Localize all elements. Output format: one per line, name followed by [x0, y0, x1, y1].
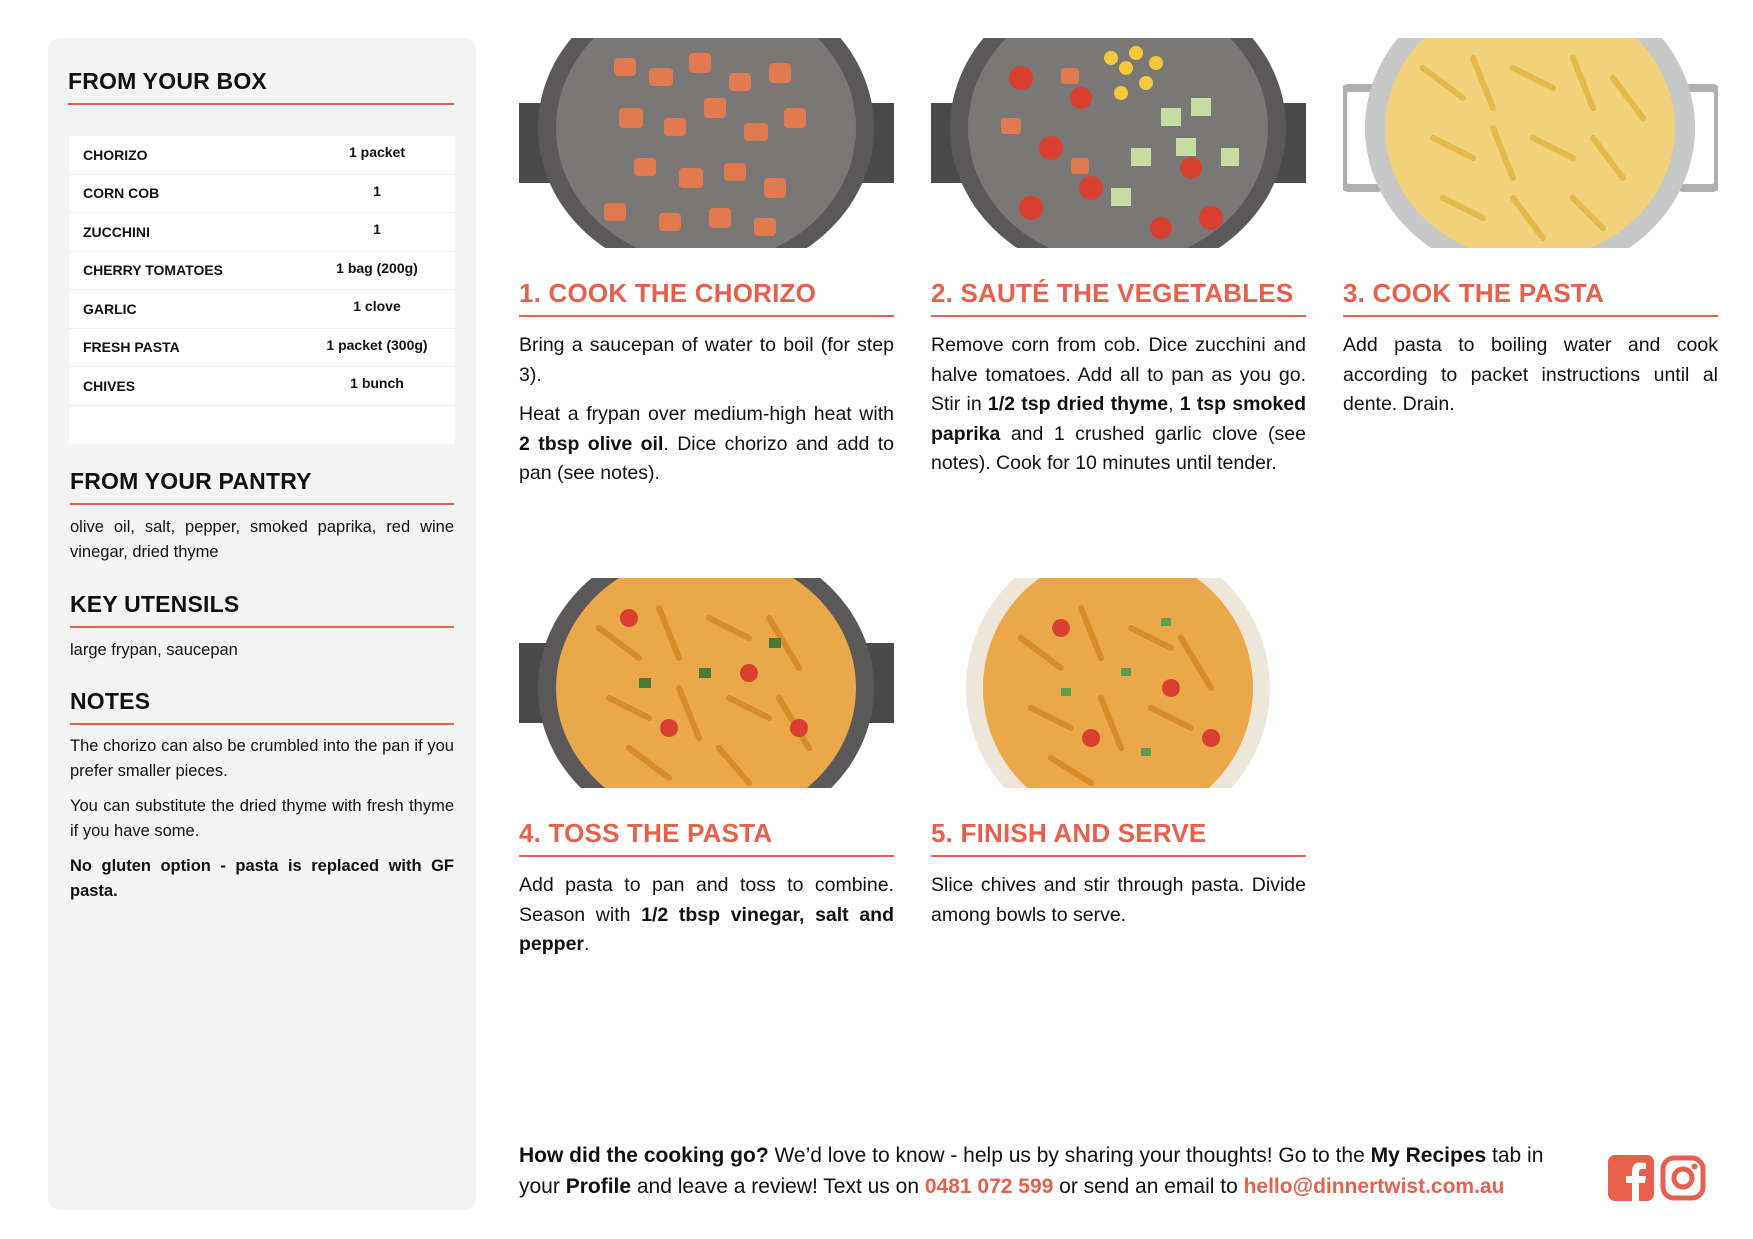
my-recipes-label: My Recipes: [1370, 1144, 1487, 1167]
step-1: [519, 38, 894, 499]
feedback-question: How did the cooking go?: [519, 1144, 769, 1167]
ingredient-qty: 1 clove: [353, 298, 401, 315]
step-instructions: [1343, 331, 1718, 420]
step-instructions: [519, 331, 894, 489]
note: No gluten option - pasta is replaced with GF pasta.: [70, 857, 454, 900]
ingredient-name: GARLIC: [83, 300, 137, 317]
pantry-text: olive oil, salt, pepper, smoked paprika, red wine vinegar, dried thyme: [70, 518, 454, 561]
step-paragraph: Remove corn from cob. Dice zucchini and halve tomatoes. Add all to pan as you go. Stir in 1/2 tsp dried thyme, 1 tsp smoked paprika and 1 crushed garlic clove (see notes). Cook for 10 minutes until tender.: [931, 334, 1306, 474]
step-4: [519, 578, 894, 970]
pasta-tossed-in-pan-image: [519, 578, 894, 788]
vegetables-in-pan-image: [931, 38, 1306, 248]
step-instructions: [519, 871, 894, 960]
pasta-in-colander-image: [1343, 38, 1718, 248]
ingredient-row: [69, 329, 455, 368]
ingredient-name: CHERRY TOMATOES: [83, 262, 224, 279]
ingredient-qty: 1 packet (300g): [326, 336, 428, 353]
pasta-in-bowl-image: [931, 578, 1306, 788]
ingredient-row: [69, 367, 455, 406]
ingredient-name: FRESH PASTA: [83, 339, 180, 356]
ingredient-name: CHORIZO: [83, 146, 148, 163]
from-your-pantry-heading: FROM YOUR PANTRY: [70, 468, 454, 505]
ingredient-row: [69, 175, 455, 214]
step-title: 3. COOK THE PASTA: [1343, 278, 1718, 317]
notes-heading: NOTES: [70, 688, 454, 725]
step-instructions: [931, 331, 1306, 479]
ingredient-row: [69, 290, 455, 329]
ingredient-row: [69, 252, 455, 291]
ingredient-qty: 1: [373, 221, 381, 238]
phone-number-link[interactable]: 0481 072 599: [924, 1175, 1054, 1198]
utensils-text: large frypan, saucepan: [70, 641, 238, 659]
step-2: [931, 38, 1306, 489]
step-title: 5. FINISH AND SERVE: [931, 818, 1306, 857]
ingredient-qty: 1 packet: [348, 144, 406, 161]
step-title: 2. SAUTÉ THE VEGETABLES: [931, 278, 1306, 317]
key-utensils-heading: KEY UTENSILS: [70, 591, 454, 628]
step-title: 4. TOSS THE PASTA: [519, 818, 894, 857]
ingredient-qty: 1 bunch: [350, 375, 404, 392]
step-5: [931, 578, 1306, 940]
chorizo-in-pan-image: [519, 38, 894, 248]
step-paragraph: Add pasta to pan and toss to combine. Season with 1/2 tbsp vinegar, salt and pepper.: [519, 874, 894, 955]
ingredient-name: ZUCCHINI: [83, 223, 150, 240]
step-paragraph: Bring a saucepan of water to boil (for step 3).: [519, 334, 894, 386]
step-paragraph: Heat a frypan over medium-high heat with 2 tbsp olive oil. Dice chorizo and add to pan (see notes).: [519, 403, 894, 484]
notes-text: [70, 734, 454, 914]
feedback-footer: How did the cooking go? We’d love to know - help us by sharing your thoughts! Go to the My Recipes tab in your Profile and leave a review! Text us on 0481 072 599 or send an email to hello@dinnertwist.com.au: [519, 1144, 1544, 1198]
step-paragraph: Slice chives and stir through pasta. Divide among bowls to serve.: [931, 874, 1306, 926]
step-paragraph: Add pasta to boiling water and cook according to packet instructions until al dente. Drain.: [1343, 334, 1718, 415]
ingredients-table: [69, 136, 455, 444]
facebook-icon[interactable]: [1608, 1155, 1654, 1206]
ingredient-qty: 1: [373, 182, 381, 199]
ingredient-row: [69, 136, 455, 175]
profile-label: Profile: [565, 1175, 632, 1198]
note: The chorizo can also be crumbled into the pan if you prefer smaller pieces.: [70, 737, 454, 780]
ingredient-name: CHIVES: [83, 377, 136, 394]
note: You can substitute the dried thyme with fresh thyme if you have some.: [70, 797, 454, 840]
step-instructions: [931, 871, 1306, 930]
from-your-box-heading: FROM YOUR BOX: [68, 68, 454, 105]
ingredient-qty: 1 bag (200g): [336, 259, 418, 276]
ingredient-name: CORN COB: [83, 185, 160, 202]
step-title: 1. COOK THE CHORIZO: [519, 278, 894, 317]
ingredients-sidebar: [48, 38, 476, 1210]
instagram-icon[interactable]: [1660, 1155, 1706, 1206]
step-3: [1343, 38, 1718, 430]
ingredient-row: [69, 213, 455, 252]
email-link[interactable]: hello@dinnertwist.com.au: [1243, 1175, 1505, 1198]
